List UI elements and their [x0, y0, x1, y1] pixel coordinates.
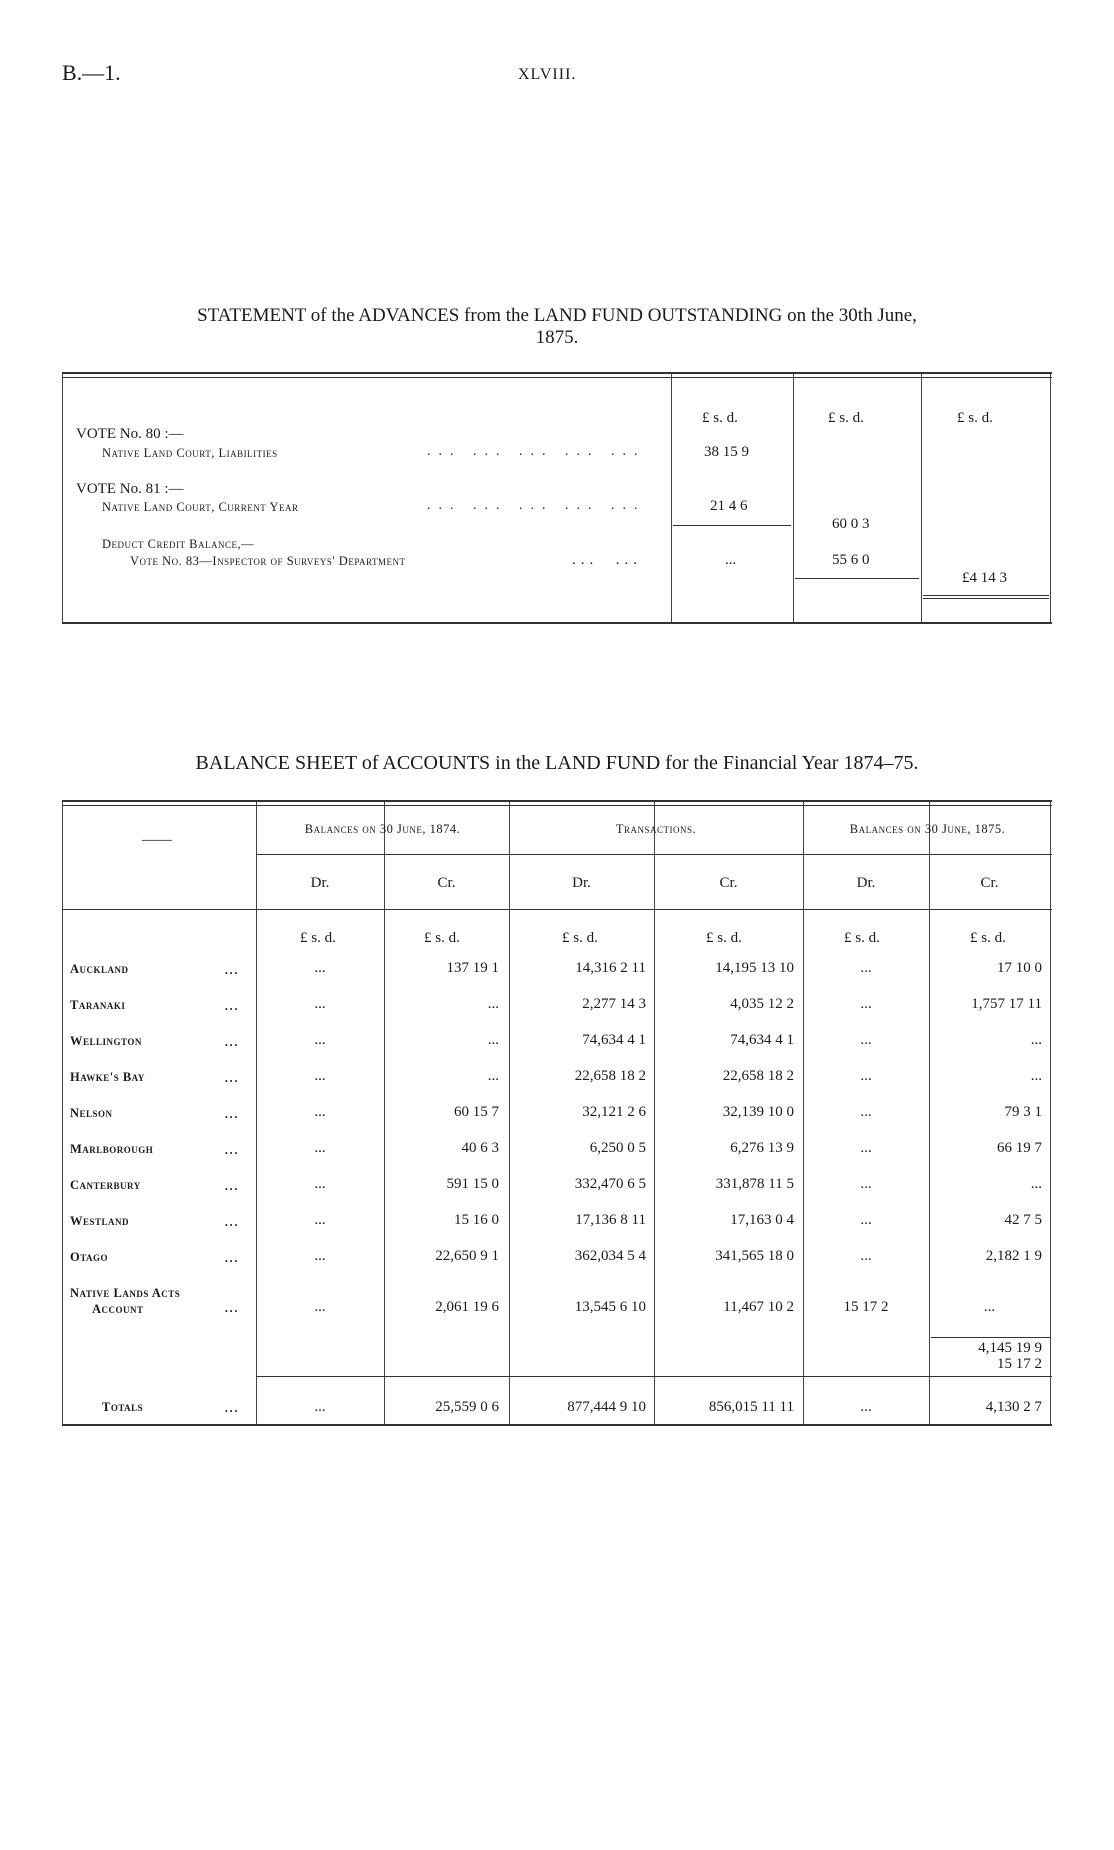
document-reference: B.—1. — [62, 60, 121, 85]
totals-label: Totals — [102, 1400, 144, 1414]
vote80-heading: VOTE No. 80 :— — [76, 426, 184, 442]
balance-sheet-title: BALANCE SHEET of ACCOUNTS in the LAND FUND for the Financial Year 1874–75. — [195, 752, 919, 774]
row-cell-c1: ... — [314, 1140, 326, 1156]
bs-right-rule — [1050, 802, 1051, 1424]
totals-c4: 856,015 11 11 — [708, 1399, 794, 1415]
bs-group-rule — [256, 854, 1052, 855]
deduct-heading: Deduct Credit Balance,— — [102, 537, 255, 551]
native-row-lead: ... — [224, 1298, 239, 1316]
vote81-dots: ... ... ... ... ... — [427, 498, 646, 513]
total-double-rule-b — [923, 598, 1049, 599]
row-cell-c5: ... — [860, 996, 872, 1012]
row-cell-c4: 14,195 13 10 — [715, 960, 794, 976]
row-cell-c4: 74,634 4 1 — [730, 1032, 794, 1048]
row-cell-c2: 40 6 3 — [461, 1140, 499, 1156]
subhead-cr-1875: Cr. — [980, 875, 999, 891]
group-balances-1875: Balances on 30 June, 1875. — [849, 822, 1006, 836]
statement-col-rule-1 — [671, 374, 672, 622]
row-name: Marlborough — [70, 1142, 154, 1156]
row-leader: ... — [224, 1248, 239, 1266]
vote80-item: Native Land Court, Liabilities — [102, 446, 278, 460]
row-cell-c6: ... — [1030, 1068, 1042, 1084]
subhead-dr-1874: Dr. — [310, 875, 330, 891]
row-cell-c3: 74,634 4 1 — [582, 1032, 646, 1048]
subhead-cr-1874: Cr. — [437, 875, 456, 891]
row-cell-c3: 22,658 18 2 — [574, 1068, 646, 1084]
row-name: Auckland — [70, 962, 129, 976]
row-cell-c5: ... — [860, 1212, 872, 1228]
vote80-dots: ... ... ... ... ... — [427, 444, 646, 459]
subtotal-a: 4,145 19 9 — [978, 1340, 1042, 1356]
row-leader: ... — [224, 1032, 239, 1050]
currency-col2: £ s. d. — [424, 930, 460, 946]
bs-left-rule — [62, 802, 63, 1424]
row-cell-c2: 137 19 1 — [446, 960, 499, 976]
currency-col4: £ s. d. — [706, 930, 742, 946]
totals-rule — [256, 1376, 1052, 1377]
row-cell-c3: 2,277 14 3 — [582, 996, 646, 1012]
row-name: Nelson — [70, 1106, 113, 1120]
row-cell-c5: ... — [860, 1104, 872, 1120]
row-cell-c4: 4,035 12 2 — [730, 996, 794, 1012]
row-cell-c6: 2,182 1 9 — [985, 1248, 1042, 1264]
group-transactions: Transactions. — [615, 822, 697, 836]
vote81-item: Native Land Court, Current Year — [102, 500, 299, 514]
statement-top-double-rule — [62, 377, 1052, 378]
row-cell-c3: 362,034 5 4 — [574, 1248, 646, 1264]
subhead-dr-trans: Dr. — [572, 875, 591, 891]
native-row-c1: ... — [314, 1299, 326, 1315]
row-cell-c4: 6,276 13 9 — [730, 1140, 794, 1156]
currency-col3: £ s. d. — [562, 930, 598, 946]
statement-title-line2: 1875. — [535, 327, 579, 348]
totals-c3: 877,444 9 10 — [567, 1399, 646, 1415]
row-cell-c2: ... — [487, 1068, 499, 1084]
row-leader: ... — [224, 1104, 239, 1122]
row-cell-c3: 32,121 2 6 — [582, 1104, 646, 1120]
row-cell-c6: 1,757 17 11 — [971, 996, 1042, 1012]
row-cell-c5: ... — [860, 1140, 872, 1156]
statement-title — [30, 305, 1084, 349]
statement-table — [62, 372, 1052, 624]
subtotal-rule — [931, 1337, 1050, 1338]
row-cell-c5: ... — [860, 1068, 872, 1084]
row-cell-c1: ... — [314, 1212, 326, 1228]
row-cell-c1: ... — [314, 1104, 326, 1120]
row-cell-c1: ... — [314, 1068, 326, 1084]
deduct-amount: 55 6 0 — [832, 552, 870, 568]
subhead-dr-1875: Dr. — [856, 875, 876, 891]
statement-col-rule-2 — [793, 374, 794, 622]
native-row-c6: ... — [983, 1299, 996, 1315]
statement-title-line1: STATEMENT of the ADVANCES from the LAND FUND OUTSTANDING on the 30th June, — [197, 305, 917, 326]
native-row-c5: 15 17 2 — [843, 1299, 889, 1315]
row-cell-c3: 6,250 0 5 — [589, 1140, 646, 1156]
vote81-heading: VOTE No. 81 :— — [76, 481, 184, 497]
row-cell-c4: 32,139 10 0 — [722, 1104, 794, 1120]
currency-header-col1: £ s. d. — [702, 410, 738, 426]
deduct-dots: ... ... — [572, 552, 642, 568]
vote80-amount: 38 15 9 — [704, 444, 749, 460]
row-leader: ... — [224, 960, 239, 978]
row-cell-c3: 14,316 2 11 — [575, 960, 646, 976]
deduct-col1-value: ... — [725, 552, 737, 568]
totals-c6: 4,130 2 7 — [985, 1399, 1042, 1415]
deduct-rule — [795, 578, 919, 579]
page-number: XLVIII. — [518, 66, 577, 83]
row-cell-c2: ... — [487, 1032, 499, 1048]
row-leader: ... — [224, 1140, 239, 1158]
vote81-amount: 21 4 6 — [710, 498, 748, 514]
row-cell-c6: 17 10 0 — [997, 960, 1042, 976]
native-row-c3: 13,545 6 10 — [574, 1299, 646, 1315]
native-row-c4: 11,467 10 2 — [723, 1299, 794, 1315]
currency-col6: £ s. d. — [970, 930, 1006, 946]
row-cell-c2: 60 15 7 — [454, 1104, 499, 1120]
totals-c2: 25,559 0 6 — [435, 1399, 499, 1415]
row-cell-c2: 15 16 0 — [454, 1212, 499, 1228]
row-cell-c6: 79 3 1 — [1004, 1104, 1042, 1120]
currency-col1: £ s. d. — [300, 930, 336, 946]
row-name: Hawke's Bay — [70, 1070, 145, 1084]
native-row-name-1: Native Lands Acts — [70, 1286, 181, 1300]
currency-header-col3: £ s. d. — [957, 410, 993, 426]
deduct-item: Vote No. 83—Inspector of Surveys' Department — [130, 554, 406, 568]
row-cell-c5: ... — [860, 1176, 872, 1192]
native-row-c2: 2,061 19 6 — [435, 1299, 499, 1315]
balance-sheet-table — [62, 800, 1052, 1426]
statement-right-rule — [1050, 374, 1051, 622]
currency-header-col2: £ s. d. — [828, 410, 864, 426]
row-cell-c6: 66 19 7 — [997, 1140, 1042, 1156]
bs-header-rule — [62, 909, 1052, 910]
row-leader: ... — [224, 1176, 239, 1194]
row-cell-c6: 42 7 5 — [1004, 1212, 1042, 1228]
row-cell-c1: ... — [314, 1032, 326, 1048]
bs-stub-dash: —— — [142, 832, 172, 848]
row-cell-c4: 17,163 0 4 — [730, 1212, 794, 1228]
statement-col-rule-3 — [921, 374, 922, 622]
row-leader: ... — [224, 1212, 239, 1230]
row-leader: ... — [224, 1068, 239, 1086]
row-cell-c2: ... — [487, 996, 499, 1012]
statement-left-rule — [62, 374, 63, 622]
row-cell-c5: ... — [860, 1248, 872, 1264]
total-double-rule-a — [923, 595, 1049, 596]
group-balances-1874: Balances on 30 June, 1874. — [304, 822, 461, 836]
row-name: Taranaki — [70, 998, 126, 1012]
row-name: Westland — [70, 1214, 130, 1228]
row-name: Canterbury — [70, 1178, 141, 1192]
subtotal-amount: 60 0 3 — [832, 516, 870, 532]
row-cell-c1: ... — [314, 960, 326, 976]
row-cell-c4: 22,658 18 2 — [722, 1068, 794, 1084]
row-cell-c4: 331,878 11 5 — [715, 1176, 794, 1192]
row-cell-c3: 17,136 8 11 — [575, 1212, 646, 1228]
row-leader: ... — [224, 996, 239, 1014]
totals-c1: ... — [314, 1399, 326, 1415]
row-cell-c1: ... — [314, 1176, 326, 1192]
currency-col5: £ s. d. — [844, 930, 880, 946]
row-cell-c5: ... — [860, 1032, 872, 1048]
totals-c5: ... — [860, 1399, 872, 1415]
row-name: Otago — [70, 1250, 109, 1264]
row-name: Wellington — [70, 1034, 142, 1048]
row-cell-c5: ... — [860, 960, 872, 976]
row-cell-c2: 591 15 0 — [446, 1176, 499, 1192]
totals-lead: ... — [224, 1398, 239, 1416]
statement-total: £4 14 3 — [962, 570, 1007, 586]
row-cell-c3: 332,470 6 5 — [574, 1176, 646, 1192]
subtotal-b: 15 17 2 — [997, 1356, 1042, 1372]
native-row-name-2: Account — [92, 1302, 144, 1316]
subhead-cr-trans: Cr. — [719, 875, 738, 891]
vote-sum-rule — [673, 525, 791, 526]
row-cell-c2: 22,650 9 1 — [435, 1248, 499, 1264]
row-cell-c4: 341,565 18 0 — [715, 1248, 794, 1264]
row-cell-c6: ... — [1030, 1176, 1042, 1192]
row-cell-c1: ... — [314, 996, 326, 1012]
bs-top-double-rule — [62, 805, 1052, 806]
row-cell-c6: ... — [1030, 1032, 1042, 1048]
row-cell-c1: ... — [314, 1248, 326, 1264]
